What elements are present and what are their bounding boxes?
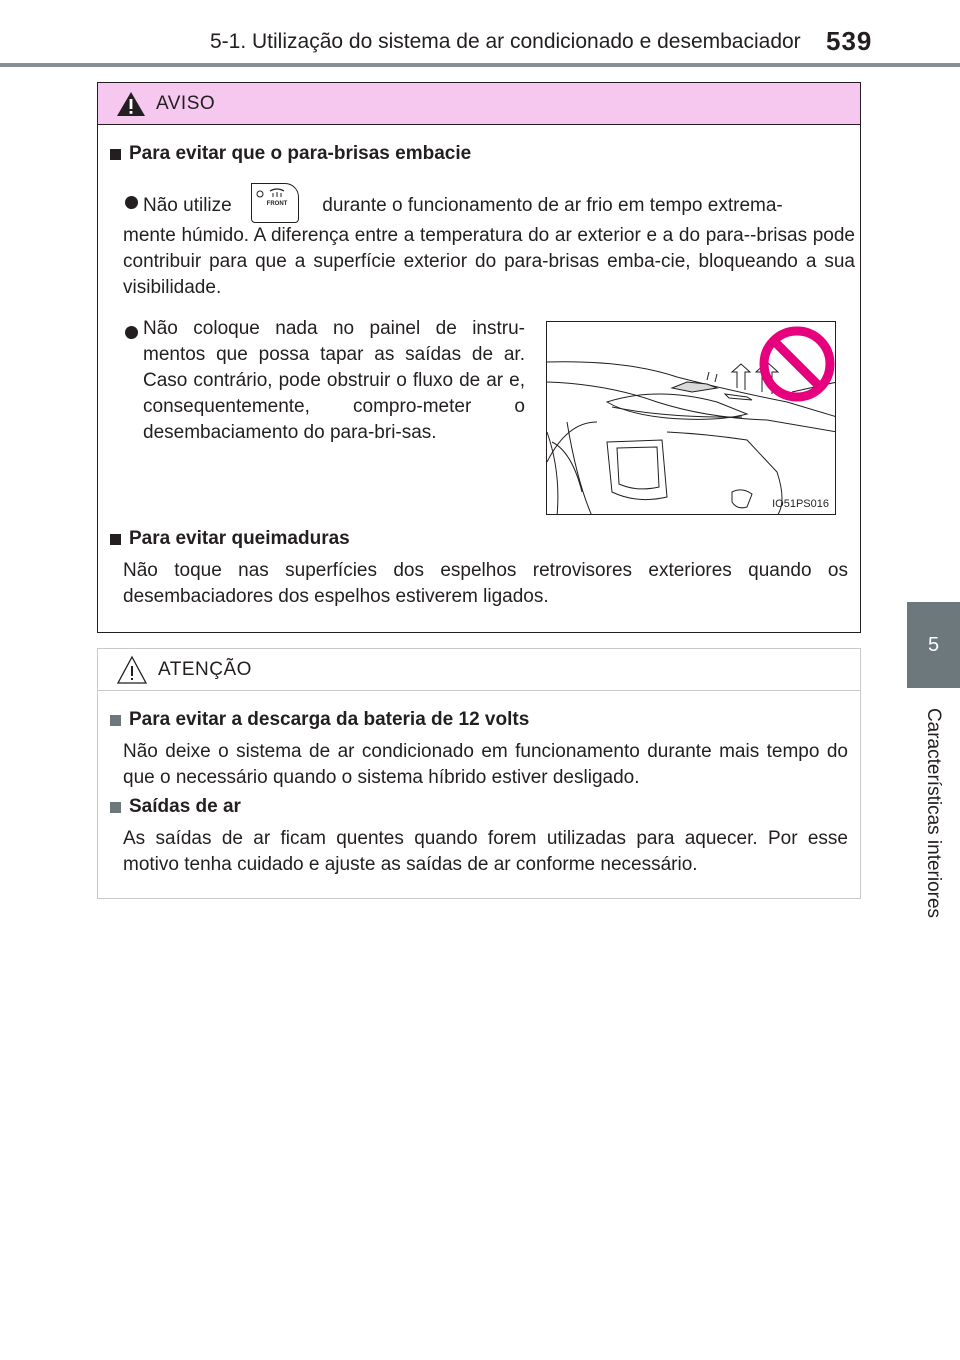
warning-heading: AVISO bbox=[156, 92, 216, 114]
dashboard-drawing bbox=[547, 322, 836, 515]
bullet-text-line bbox=[143, 186, 855, 226]
section-text: Não deixe o sistema de ar condicionado em funcionamento durante mais tempo do que o necessário quando o sistema híbrido estiver desligado. bbox=[123, 741, 848, 788]
section-title-text: Para evitar queimaduras bbox=[129, 528, 350, 549]
square-bullet-icon bbox=[110, 715, 121, 726]
bullet-text: Não coloque nada no painel de instru-mentos que possa tapar as saídas de ar. Caso contrário, pode obstruir o fluxo de ar e, consequentemente, compro-meter o desembaciamento do para-bri-sas. bbox=[143, 318, 525, 443]
section-title bbox=[110, 143, 471, 165]
header-rule bbox=[0, 63, 960, 67]
caution-header bbox=[98, 649, 860, 691]
caution-box bbox=[97, 648, 861, 899]
caution-heading: ATENÇÃO bbox=[158, 658, 252, 680]
warning-box bbox=[97, 82, 861, 633]
section-title-text: Saídas de ar bbox=[129, 796, 241, 817]
square-bullet-icon bbox=[110, 534, 121, 545]
warning-header bbox=[98, 83, 860, 125]
warning-triangle-icon bbox=[116, 91, 146, 117]
round-bullet-icon bbox=[125, 196, 138, 209]
section-title-text: Para evitar que o para-brisas embacie bbox=[129, 143, 472, 164]
illustration-code: IO51PS016 bbox=[772, 498, 829, 510]
bullet-text-continuation: mente húmido. A diferença entre a temperatura do ar exterior e a do para--brisas pode contribuir para que a superfície exterior do para-brisas emba-cie, bloqueando a sua visibilidade. bbox=[123, 225, 855, 298]
round-bullet-icon bbox=[125, 326, 138, 339]
chapter-tab: 5 bbox=[907, 602, 960, 688]
chapter-label-text: Características interiores bbox=[923, 707, 945, 918]
front-defroster-button-icon bbox=[251, 183, 299, 223]
square-bullet-icon bbox=[110, 802, 121, 813]
section-title bbox=[110, 528, 350, 550]
prohibition-icon bbox=[764, 331, 830, 397]
bullet-text-end: durante o funcionamento de ar frio em tempo extrema- bbox=[322, 195, 783, 217]
section-text: Não toque nas superfícies dos espelhos retrovisores exteriores quando os desembaciadores dos espelhos estiverem ligados. bbox=[123, 560, 848, 607]
caution-triangle-icon bbox=[116, 655, 148, 685]
dashboard-illustration bbox=[546, 321, 836, 515]
chapter-label bbox=[907, 690, 960, 935]
bullet-text-start: Não utilize bbox=[143, 195, 232, 217]
section-title-text: Para evitar a descarga da bateria de 12 volts bbox=[129, 709, 530, 730]
section-title bbox=[110, 796, 241, 818]
front-icon-label: FRONT bbox=[266, 201, 288, 207]
square-bullet-icon bbox=[110, 149, 121, 160]
header-title: 5-1. Utilização do sistema de ar condicionado e desembaciador bbox=[210, 30, 801, 53]
section-title bbox=[110, 709, 529, 731]
page-number: 539 bbox=[826, 26, 873, 56]
section-text: As saídas de ar ficam quentes quando forem utilizadas para aquecer. Por esse motivo tenha cuidado e ajuste as saídas de ar conforme necessário. bbox=[123, 828, 848, 875]
